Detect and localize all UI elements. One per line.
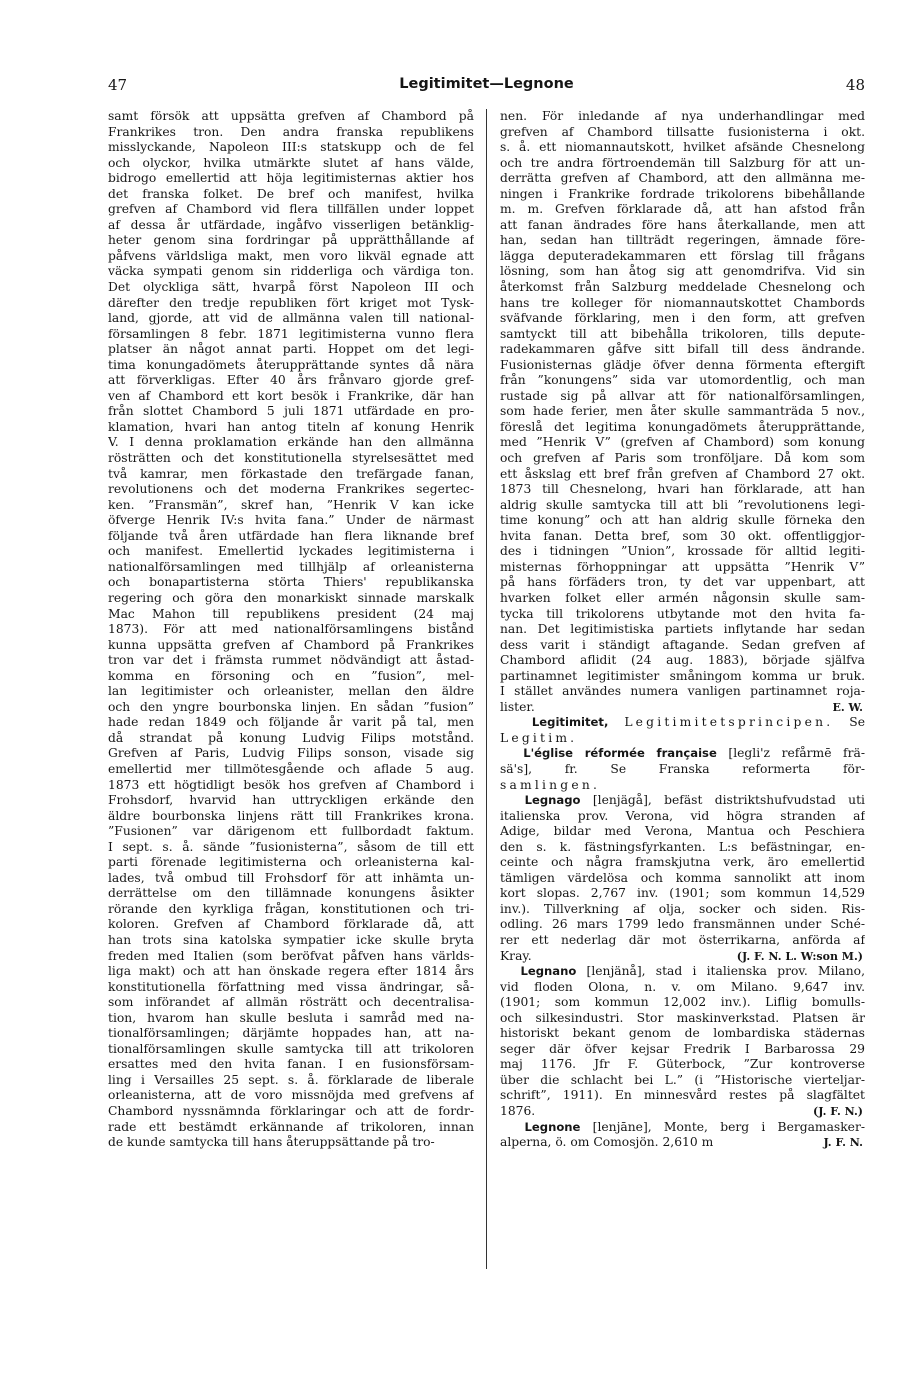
text-line: derrätta grefven af Chambord, att den allmänna me- bbox=[500, 171, 865, 186]
text-line: Frohsdorf, hvarvid han uttryckligen erkände den bbox=[108, 793, 474, 808]
text-line: samt försök att uppsätta grefven af Chambord på bbox=[108, 109, 474, 123]
text-line: därefter den tredje republiken fört kriget mot Tysk- bbox=[108, 295, 474, 310]
text-line: tämligen värdelösa och komma sannolikt att inom bbox=[500, 870, 865, 885]
text-line: tycka till trikolorens utbytande mot den hvita fa- bbox=[500, 606, 865, 621]
entry-headword: Legitimitet, bbox=[531, 715, 609, 730]
text-line: med ”Henrik V” (grefven af Chambord) som konung bbox=[500, 435, 865, 450]
text-line: maj 1176. Jfr F. Güterbock, ”Zur kontroverse bbox=[500, 1057, 865, 1072]
text-line: ningen i Frankrike fordrade trikolorens bibehållande bbox=[500, 186, 865, 201]
author-signature: (J. F. N. L. W:son M.) bbox=[736, 949, 863, 963]
entry-text: [lenjāne], Monte, berg i Bergamasker- bbox=[592, 1119, 865, 1134]
text-line: regering och göra den monarkiskt sinnade marskalk bbox=[108, 590, 474, 605]
text-line: 1873). För att med nationalförsamlingens bistånd bbox=[108, 622, 474, 637]
entry-end-line bbox=[500, 949, 865, 965]
text-line: emellertid mer tillmötesgående och aflade 5 aug. bbox=[108, 761, 474, 776]
author-signature: J. F. N. bbox=[823, 1136, 863, 1150]
text-line: tion, hvarom han skulle besluta i samråd med na- bbox=[108, 1010, 474, 1025]
text-line: grefven af Chambord vid flera tillfällen under loppet bbox=[108, 202, 474, 217]
text-line: lösning, som han åtog sig att genomdrifva. Vid sin bbox=[500, 264, 865, 279]
text-line: han, sedan han tillträdt regeringen, ämnade före- bbox=[500, 233, 865, 248]
text-line: vid floden Olona, n. v. om Milano. 9,647 inv. bbox=[500, 979, 865, 994]
text-line: ersattes med den hvita fanan. I en fusionsförsam- bbox=[108, 1057, 474, 1072]
text-line: ett åskslag ett bref från grefven af Chambord 27 okt. bbox=[500, 466, 865, 481]
entry-headword: Legnago bbox=[524, 793, 581, 808]
text-line: ”Fusionen” var därigenom ett fullbordadt faktum. bbox=[108, 824, 474, 839]
text-line: m. m. Grefven förklarade då, att han afstod från bbox=[500, 202, 865, 217]
text-line: heter genom sina fordringar på upprätthållande af bbox=[108, 233, 474, 248]
text-line: nen. För inledande af nya underhandlingar med bbox=[500, 109, 865, 123]
column-divider bbox=[486, 109, 487, 1269]
text-line: på hans förfäders tron, ty det var uppenbart, att bbox=[500, 575, 865, 590]
text-line: samtyckt till att bibehålla trikoloren, tills depute- bbox=[500, 326, 865, 341]
text-line: rade ett bestämdt erkännande af trikoloren, innan bbox=[108, 1119, 474, 1134]
text-line: time konung” och att han aldrig skulle förneka den bbox=[500, 513, 865, 528]
entry-text: [lenjägå], befäst distriktshufvudstad uti bbox=[592, 793, 865, 808]
text-line: ceinte och några framskjutna verk, äro emellertid bbox=[500, 855, 865, 870]
text-line: radekammaren gåfve sitt bifall till dess ändrande. bbox=[500, 342, 865, 357]
pronunciation: [legli'z refårmē frä- bbox=[728, 746, 865, 761]
page-number-left: 47 bbox=[108, 76, 128, 94]
text-line: och silkesindustri. Stor maskinverkstad. Platsen är bbox=[500, 1010, 865, 1025]
text-line: som införandet af allmän rösträtt och decentralisa- bbox=[108, 995, 474, 1010]
text-line: lan legitimister och orleanister, mellan den äldre bbox=[108, 684, 474, 699]
text-line: ken. ”Fransmän”, skref han, ”Henrik V kan icke bbox=[108, 497, 474, 512]
right-column bbox=[500, 109, 865, 1151]
text-line: den s. k. fästningsfyrkanten. L:s befästningar, en- bbox=[500, 839, 865, 854]
text-line: orleanisterna, att de voro missnöjda med grefvens af bbox=[108, 1088, 474, 1103]
text-line: konstitutionella författning med vissa ändringar, så- bbox=[108, 979, 474, 994]
text-line: I stället användes numera vanligen partinamnet roja- bbox=[500, 684, 865, 699]
author-signature: E. W. bbox=[832, 700, 863, 714]
text-line: komma en försoning och en ”fusion”, mel- bbox=[108, 668, 474, 683]
text-line: des i tidningen ”Union”, krossade för alltid legiti- bbox=[500, 544, 865, 559]
text-line: V. I denna proklamation erkände han den allmänna bbox=[108, 435, 474, 450]
entry-legnago bbox=[500, 793, 865, 964]
text-line: påfvens världsliga makt, men voro likväl egnade att bbox=[108, 248, 474, 263]
entry-end-line bbox=[500, 1104, 865, 1120]
text-line: dess varit i ständigt aftagande. Sedan grefven af bbox=[500, 637, 865, 652]
text-line: lister. bbox=[500, 699, 535, 714]
text-line: lägga deputeradekammaren ett förslag till frågans bbox=[500, 248, 865, 263]
cross-reference: Legitim. bbox=[500, 730, 578, 745]
entry-first-line bbox=[500, 715, 865, 731]
text-line: 1876. bbox=[500, 1104, 536, 1118]
text-line: land, gjorde, att vid de allmänna valen till national- bbox=[108, 311, 474, 326]
text-line: historiskt bekant genom de lombardiska städernas bbox=[500, 1026, 865, 1041]
text-line: som hade ferier, men åter skulle sammanträda 5 nov., bbox=[500, 404, 865, 419]
entry-text: [lenjänå], stad i italienska prov. Milano, bbox=[586, 964, 865, 979]
text-line: platser än något annat parti. Hoppet om det legi- bbox=[108, 342, 474, 357]
text-line: Det olyckliga sätt, hvarpå först Napoleon III och bbox=[108, 280, 474, 295]
entry-first-line bbox=[500, 746, 865, 762]
text-line: partinamnet legitimister småningom komma ur bruk. bbox=[500, 668, 865, 683]
text-line: väcka sympati genom sin ridderliga och värdiga ton. bbox=[108, 264, 474, 279]
text-line: italienska prov. Verona, vid högra stranden af bbox=[500, 808, 865, 823]
text-line: och grefven af Paris som tronföljare. Då kom som bbox=[500, 451, 865, 466]
page-number-right: 48 bbox=[845, 76, 865, 94]
text-line: misternas förhoppningar att uppsätta ”Henrik V” bbox=[500, 559, 865, 574]
text-line: nationalförsamlingen med tillhjälp af orleanisterna bbox=[108, 559, 474, 574]
text-line: församlingen 8 febr. 1871 legitimisterna vunno flera bbox=[108, 326, 474, 341]
text-line: rustade sig på allvar att för nationalförsamlingen, bbox=[500, 388, 865, 403]
text-line: schrift”, 1911). En minnesvård restes på slagfältet bbox=[500, 1088, 865, 1103]
text-line: I sept. s. å. sände ”fusionisterna”, såsom de till ett bbox=[108, 839, 474, 854]
entry-headword: L'église réformée française bbox=[523, 746, 717, 761]
text-line: grefven af Chambord tillsatte fusionisterna i okt. bbox=[500, 124, 865, 139]
text-line: tima konungadömets återupprättande syntes då nära bbox=[108, 357, 474, 372]
text-line: att fanan ändrades före hans återkallande, men att bbox=[500, 217, 865, 232]
text-line: 1873 ett högtidligt besök hos grefven af Chambord i bbox=[108, 777, 474, 792]
text-line: Fusionisternas glädje öfver denna förmenta eftergift bbox=[500, 357, 865, 372]
text-line: äldre bourbonska linjens rätt till Frankrikes krona. bbox=[108, 808, 474, 823]
see-word: Se bbox=[833, 715, 865, 730]
text-line: från ”konungens” sida var utomordentlig, och man bbox=[500, 373, 865, 388]
text-line: tionalförsamlingen; därjämte hoppades han, att na- bbox=[108, 1026, 474, 1041]
text-line: hvarken folket eller armén någonsin skulle sam- bbox=[500, 590, 865, 605]
entry-first-line bbox=[500, 1120, 865, 1136]
text-line: hans tre kolleger för niomannautskottet Chambords bbox=[500, 295, 865, 310]
text-line: och bonapartisterna störta Thiers' republikanska bbox=[108, 575, 474, 590]
text-line: parti förenade legitimisterna och orleanisterna kal- bbox=[108, 855, 474, 870]
text-line: s. å. ett niomannautskott, hvilket afsände Chesnelong bbox=[500, 140, 865, 155]
text-line: två kamrar, men förkastade den trefärgade fanan, bbox=[108, 466, 474, 481]
text-line: tron var det i främsta rummet nödvändigt att åstad- bbox=[108, 653, 474, 668]
text-line: kunna uppsätta grefven af Chambord på Frankrikes bbox=[108, 637, 474, 652]
text-line: alperna, ö. om Comosjön. 2,610 m bbox=[500, 1135, 714, 1150]
author-signature: (J. F. N.) bbox=[813, 1105, 863, 1118]
text-line: att förverkligas. Efter 40 års frånvaro gjorde gref- bbox=[108, 373, 474, 388]
running-head: Legitimitet—Legnone bbox=[399, 76, 574, 92]
left-column bbox=[108, 109, 474, 1151]
text-line: hvita fanan. Detta bref, som 30 okt. offentliggjor- bbox=[500, 528, 865, 543]
text-line: derrättelse om den tillämnade konungens åsikter bbox=[108, 886, 474, 901]
text-line: ling i Versailles 25 sept. s. å. förklarade de liberale bbox=[108, 1072, 474, 1087]
cross-reference: Legitimitetsprincipen. bbox=[624, 715, 834, 730]
text-line: de kunde samtycka till hans återuppsättande på tro- bbox=[108, 1135, 435, 1150]
text-line: från slottet Chambord 5 juli 1871 utfärdade en pro- bbox=[108, 404, 474, 419]
text-line: hade redan 1849 och följande år varit på tal, men bbox=[108, 715, 474, 730]
text-line: bidrogo emellertid att höja legitimisternas aktier hos bbox=[108, 171, 474, 186]
text-line: af dessa år utfärdade, ingåfvo visserligen betänklig- bbox=[108, 217, 474, 232]
entry-first-line bbox=[500, 964, 865, 980]
entry-body bbox=[500, 809, 865, 949]
text-line: inv.). Tillverkning af olja, socker och siden. Ris- bbox=[500, 901, 865, 916]
text-line: följande två åren utfärdade han flera liknande bref bbox=[108, 528, 474, 543]
text-line: Mac Mahon till republikens president (24 maj bbox=[108, 606, 474, 621]
text-line: det franska folket. De bref och manifest, hvilka bbox=[108, 186, 474, 201]
text-line: han trots sina katolska sympatier icke skulle bryta bbox=[108, 932, 474, 947]
entry-end-line bbox=[500, 1135, 865, 1151]
text-line: återkomst från Salzburg meddelade Chesnelong och bbox=[500, 280, 865, 295]
entry-legnone bbox=[500, 1120, 865, 1151]
text-line: sväfvande förklaring, men i den form, att grefven bbox=[500, 311, 865, 326]
text-line: tionalförsamlingen skulle samtycka till att trikoloren bbox=[108, 1041, 474, 1056]
text-line: freden med Italien (som beröfvat påfven hans världs- bbox=[108, 948, 474, 963]
text-line: aldrig skulle samtycka till att bli ”revolutionens legi- bbox=[500, 497, 865, 512]
text-line: Chambord aflidit (24 aug. 1883), började själfva bbox=[500, 653, 865, 668]
text-line: föreslå det legitima konungadömets återupprättande, bbox=[500, 419, 865, 434]
text-line: och manifest. Emellertid lyckades legitimisterna i bbox=[108, 544, 474, 559]
entry-headword: Legnano bbox=[520, 964, 577, 979]
text-line: sä's], fr. Se Franska reformerta för- bbox=[500, 761, 865, 776]
entry-eglise-reformee bbox=[500, 746, 865, 793]
text-line: 1873 till Chesnelong, hvari han förklarade, att han bbox=[500, 482, 865, 497]
legitimitet-article-continuation bbox=[500, 109, 865, 700]
text-line: då strandat på konung Ludvig Filips motstånd. bbox=[108, 730, 474, 745]
text-line: über die schlacht bei L.” (i ”Historische vierteljar- bbox=[500, 1072, 865, 1087]
page-header bbox=[108, 76, 865, 98]
text-line: och den yngre bourbonska linjen. En sådan ”fusion” bbox=[108, 699, 474, 714]
text-line: öfverge Henrik IV:s hvita fana.” Under de närmast bbox=[108, 513, 474, 528]
entry-first-line bbox=[500, 793, 865, 809]
article-end-line bbox=[500, 700, 865, 716]
entry-legnano bbox=[500, 964, 865, 1119]
text-line: rösträtten och det konstitutionella styrelsesättet med bbox=[108, 451, 474, 466]
text-line: odling. 26 mars 1799 ledo fransmännen under Sché- bbox=[500, 917, 865, 932]
text-line: liga makt) och att han önskade regera efter 1814 års bbox=[108, 964, 474, 979]
text-line: samlingen. bbox=[500, 777, 601, 792]
text-line: klamation, hvari han antog titeln af konung Henrik bbox=[108, 419, 474, 434]
text-line: och olyckor, hvilka utmärkte slutet af hans välde, bbox=[108, 155, 474, 170]
text-line: Adige, bildar med Verona, Mantua och Peschiera bbox=[500, 824, 865, 839]
text-line: nan. Det legitimistiska partiets inflytande har sedan bbox=[500, 622, 865, 637]
text-line: Chambord nyssnämnda förklaringar och att de fordr- bbox=[108, 1104, 474, 1118]
text-line: ven af Chambord ett kort besök i Frankrike, där han bbox=[108, 388, 474, 403]
text-line: kort slopas. 2,767 inv. (1901; som kommun 14,529 bbox=[500, 886, 865, 901]
entry-headword: Legnone bbox=[524, 1119, 581, 1134]
text-line: rer ett nederlag där mot österrikarna, anförda af bbox=[500, 932, 865, 947]
entry-body bbox=[500, 762, 865, 778]
text-line: (1901; som kommun 12,002 inv.). Liflig bomulls- bbox=[500, 995, 865, 1010]
text-line: revolutionens och det moderna Frankrikes segertec- bbox=[108, 482, 474, 497]
text-line: koloren. Grefven af Chambord förklarade då, att bbox=[108, 917, 474, 932]
text-line: seger där öfver kejsar Fredrik I Barbarossa 29 bbox=[500, 1041, 865, 1056]
text-line: Kray. bbox=[500, 948, 532, 963]
text-line: Grefven af Paris, Ludvig Filips sonson, visade sig bbox=[108, 746, 474, 761]
text-line: lades, två ombud till Frohsdorf för att inhämta un- bbox=[108, 870, 474, 885]
entry-legitimitet bbox=[500, 715, 865, 746]
entry-body bbox=[500, 980, 865, 1104]
text-line: och tre andra förtroendemän till Salzburg för att un- bbox=[500, 155, 865, 170]
text-line: misslyckande, Napoleon III:s statskupp och de fel bbox=[108, 140, 474, 155]
text-line: Frankrikes tron. Den andra franska republikens bbox=[108, 124, 474, 139]
text-line: rörande den kyrkliga frågan, konstitutionen och tri- bbox=[108, 901, 474, 916]
